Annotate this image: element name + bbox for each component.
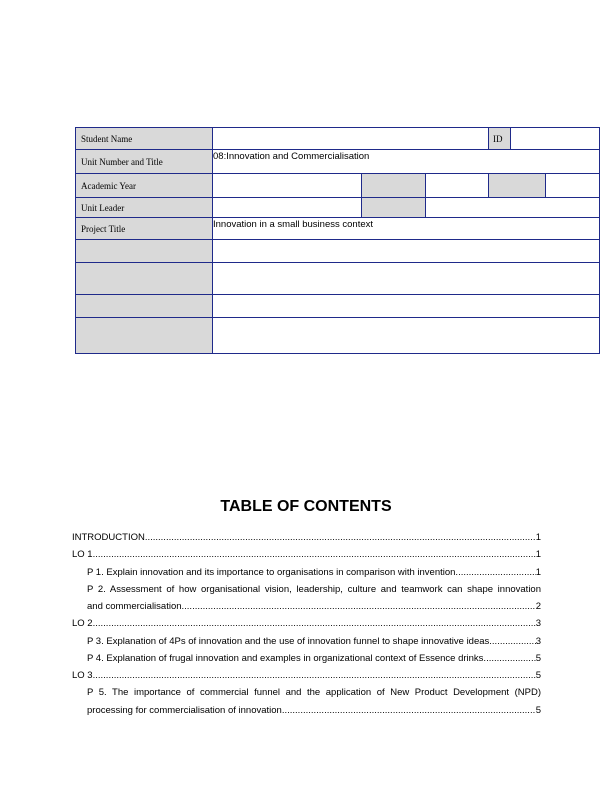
project-title-field[interactable]: [212, 217, 600, 240]
unit-leader-field-2[interactable]: [425, 197, 600, 218]
blank-label-2: [75, 262, 213, 295]
toc-entry-introduction[interactable]: INTRODUCTION ..... 1: [72, 532, 541, 543]
toc-entry-p1[interactable]: P 1. Explain innovation and its importance to organisations in comparison with invention. ..... 1: [87, 567, 541, 578]
project-title-value: Innovation in a small business context: [213, 219, 374, 230]
blank-field-3[interactable]: [212, 294, 600, 318]
student-name-field[interactable]: [212, 127, 489, 150]
toc-entry-p3[interactable]: P 3. Explanation of 4Ps of innovation and the use of innovation funnel to shape innovative ideas. ..... 3: [87, 636, 541, 647]
academic-year-grey-cell-1: [361, 173, 426, 198]
unit-leader-grey-cell: [361, 197, 426, 218]
unit-field[interactable]: [212, 149, 600, 174]
project-title-label: Project Title: [75, 217, 213, 240]
academic-year-field[interactable]: [212, 173, 362, 198]
academic-year-field-3[interactable]: [545, 173, 600, 198]
toc-entry-lo1[interactable]: LO 1 ..... 1: [72, 549, 541, 560]
id-field[interactable]: [510, 127, 600, 150]
toc-title: TABLE OF CONTENTS: [220, 498, 392, 515]
blank-field-4[interactable]: [212, 317, 600, 354]
toc-entry-p5-line1[interactable]: P 5. The importance of commercial funnel and the application of New Product Development (NPD): [87, 687, 541, 698]
id-label: ID: [488, 127, 511, 150]
unit-value: 08:Innovation and Commercialisation: [213, 151, 370, 162]
blank-label-4: [75, 317, 213, 354]
blank-label-3: [75, 294, 213, 318]
unit-leader-field[interactable]: [212, 197, 362, 218]
toc-entry-p4[interactable]: P 4. Explanation of frugal innovation and examples in organizational context of Essence drinks. ..... 5: [87, 653, 541, 664]
toc-entry-lo3[interactable]: LO 3 ..... 5: [72, 670, 541, 681]
cover-form-table: [75, 127, 600, 354]
student-name-label: Student Name: [75, 127, 213, 150]
blank-field-2[interactable]: [212, 262, 600, 295]
unit-leader-label: Unit Leader: [75, 197, 213, 218]
toc-entry-lo2[interactable]: LO 2 ..... 3: [72, 618, 541, 629]
blank-field-1[interactable]: [212, 239, 600, 263]
toc-entry-p2-line1[interactable]: P 2. Assessment of how organisational vision, leadership, culture and teamwork can shape innovation: [87, 584, 541, 595]
blank-label-1: [75, 239, 213, 263]
toc-entry-p5-line2[interactable]: processing for commercialisation of innovation. ..... 5: [87, 705, 541, 716]
toc-entry-p2-line2[interactable]: and commercialisation ..... 2: [87, 601, 541, 612]
academic-year-label: Academic Year: [75, 173, 213, 198]
unit-label: Unit Number and Title: [75, 149, 213, 174]
academic-year-grey-cell-2: [488, 173, 546, 198]
academic-year-field-2[interactable]: [425, 173, 489, 198]
